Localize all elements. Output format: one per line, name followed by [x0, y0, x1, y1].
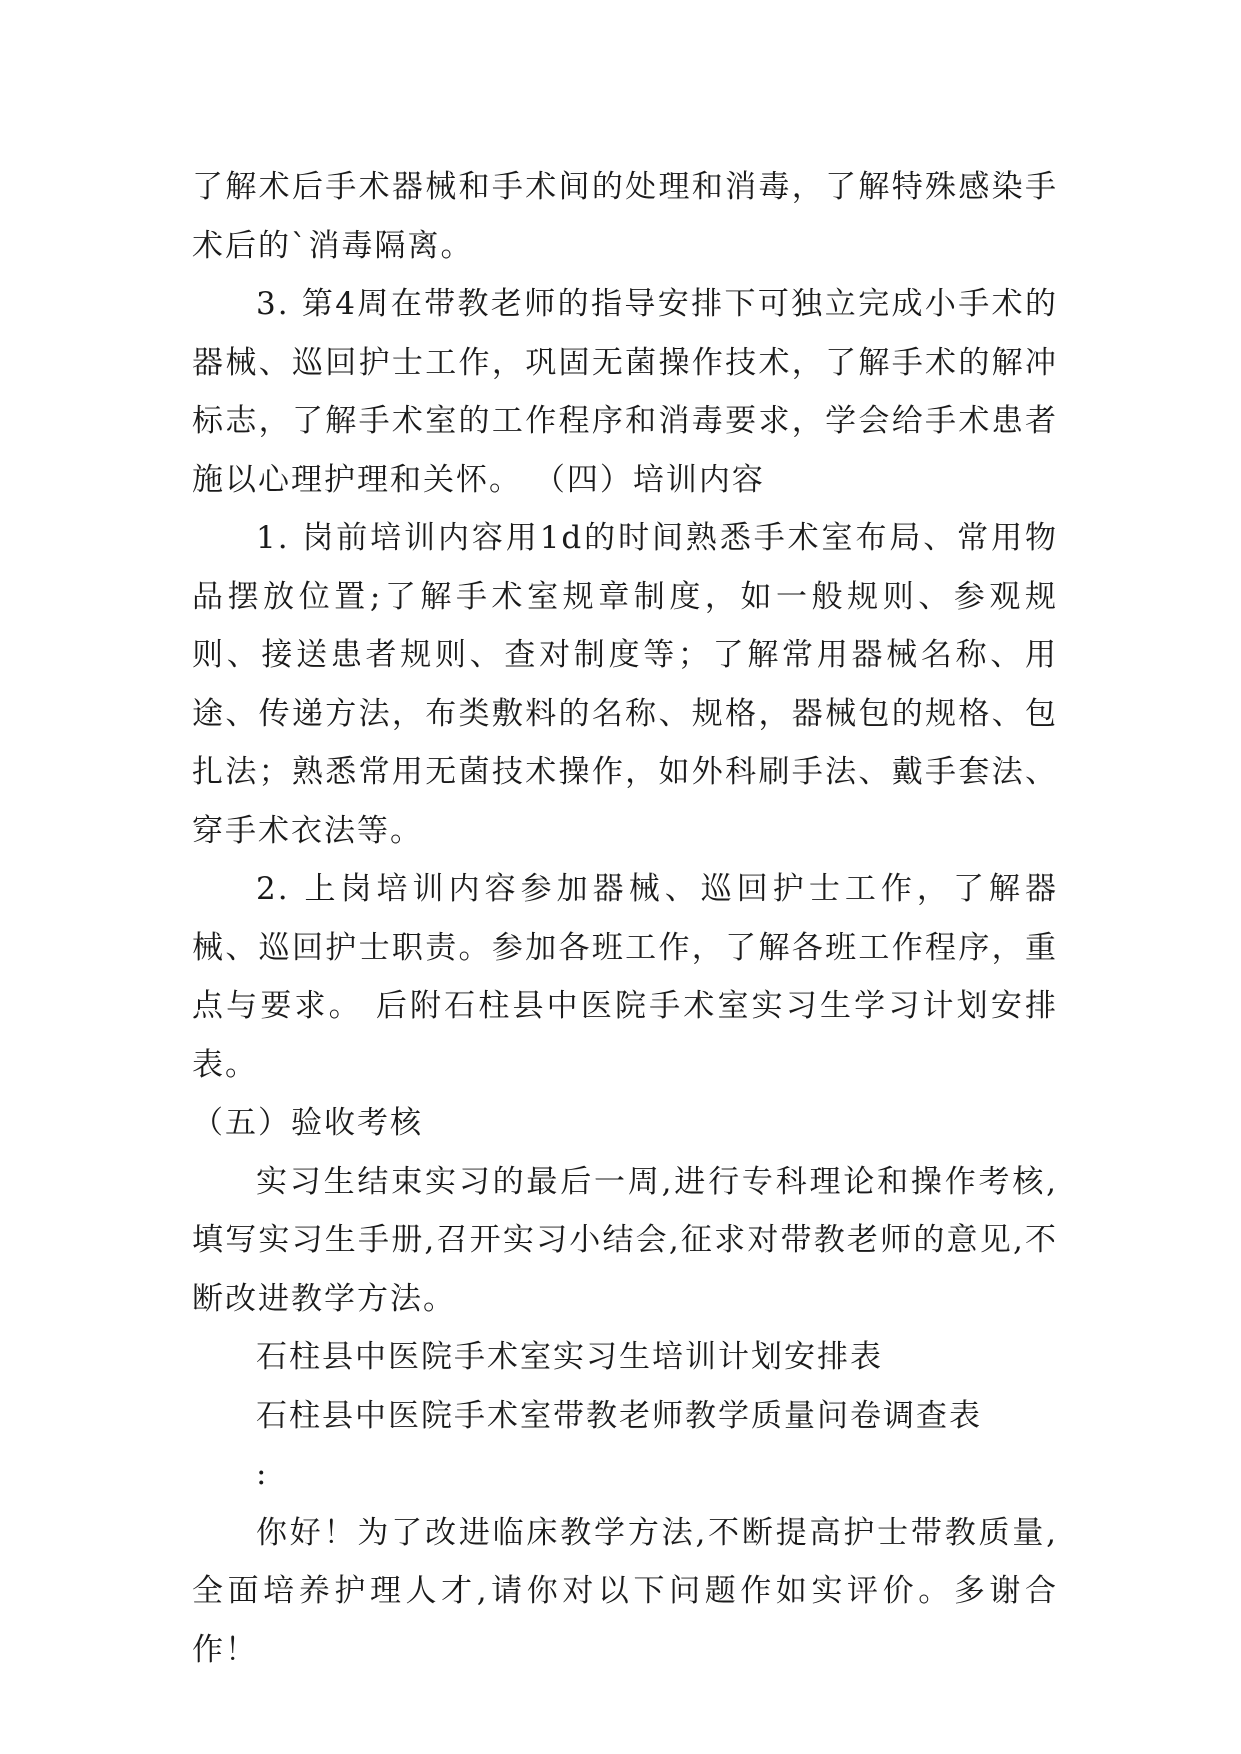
paragraph-final-assessment: 实习生结束实习的最后一周,进行专科理论和操作考核,填写实习生手册,召开实习小结会,征求对带教老师的意见,不断改进教学方法。: [192, 1163, 1058, 1317]
section-heading-assessment: （五）验收考核: [192, 1105, 423, 1141]
paragraph-surgery-disinfection: 了解术后手术器械和手术间的处理和消毒，了解特殊感染手术后的`消毒隔离。: [192, 169, 1058, 264]
paragraph-greeting: 你好！为了改进临床教学方法,不断提高护士带教质量,全面培养护理人才,请你对以下问题作如实评价。多谢合作！: [192, 1514, 1058, 1668]
table-title-questionnaire: 石柱县中医院手术室带教老师教学质量问卷调查表: [256, 1397, 982, 1434]
paragraph-week-4-goals: 3. 第4周在带教老师的指导安排下可独立完成小手术的器械、巡回护士工作，巩固无菌操作技术，了解手术的解冲标志，了解手术室的工作程序和消毒要求，学会给手术患者施以心理护理和关怀。 （四）培训内容: [192, 286, 1058, 498]
table-title-training-plan: 石柱县中医院手术室实习生培训计划安排表: [256, 1339, 883, 1375]
document-body: [192, 158, 1058, 1679]
paragraph-pre-job-training: 1. 岗前培训内容用1d的时间熟悉手术室布局、常用物品摆放位置;了解手术室规章制度，如一般规则、参观规则、接送患者规则、查对制度等；了解常用器械名称、用途、传递方法，布类敷料的名称、规格，器械包的规格、包扎法；熟悉常用无菌技术操作，如外科刷手法、戴手套法、穿手术衣法等。: [192, 520, 1058, 849]
salutation-colon: :: [256, 1456, 269, 1492]
paragraph-on-job-training: 2. 上岗培训内容参加器械、巡回护士工作，了解器械、巡回护士职责。参加各班工作，了解各班工作程序，重点与要求。 后附石柱县中医院手术室实习生学习计划安排表。: [192, 871, 1058, 1083]
